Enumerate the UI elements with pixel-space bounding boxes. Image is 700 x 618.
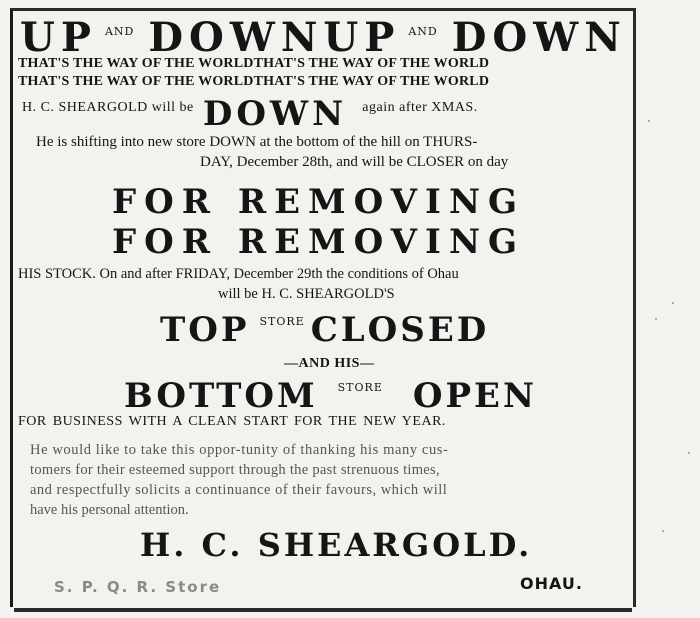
closed-word: CLOSED	[310, 310, 490, 350]
thanks-line-2: tomers for their esteemed support through the past strenuous times,	[30, 462, 440, 478]
paper-speck	[688, 452, 690, 454]
stock-line-2: will be H. C. SHEARGOLD'S	[218, 286, 395, 302]
thanks-line-1: He would like to take this oppor-tunity of thanking his many cus-	[30, 442, 449, 458]
headline-and-1: AND	[104, 25, 135, 38]
paper-speck	[648, 120, 650, 122]
signature: H. C. SHEARGOLD.	[140, 526, 533, 564]
store-sup-1: STORE	[259, 315, 305, 328]
down-word: DOWN	[202, 94, 348, 134]
open-word: OPEN	[412, 376, 538, 416]
headline-down: DOWN	[451, 14, 627, 61]
top-closed-line	[160, 310, 489, 350]
headline-up: UP	[20, 14, 97, 61]
stock-line-1: HIS STOCK. On and after FRIDAY, December 29th the conditions of Ohau	[18, 266, 459, 282]
paper-speck	[672, 302, 674, 304]
shifting-line-1: He is shifting into new store DOWN at the bottom of the hill on THURS-	[36, 134, 478, 150]
paper-speck	[662, 530, 664, 532]
headline-downup: DOWNUP	[148, 14, 401, 61]
removing-heading-1: FOR REMOVING	[112, 182, 526, 222]
headline	[20, 14, 627, 61]
removing-heading-2: FOR REMOVING	[112, 222, 526, 262]
bottom-open-line	[124, 376, 537, 416]
sheargold-down-line	[22, 94, 478, 134]
and-his: —AND HIS—	[284, 356, 375, 371]
store-sup-2: STORE	[337, 381, 383, 394]
top-word: TOP	[160, 310, 250, 350]
footer-location: OHAU.	[520, 574, 583, 593]
way-line-1: THAT'S THE WAY OF THE WORLDTHAT'S THE WAY OF THE WORLD	[18, 56, 490, 71]
bottom-rule	[14, 608, 632, 612]
sheargold-pre: H. C. SHEARGOLD will be	[22, 100, 194, 115]
headline-and-2: AND	[408, 25, 438, 38]
footer-store-name: S. P. Q. R. Store	[54, 578, 222, 596]
thanks-line-4: have his personal attention.	[30, 502, 189, 518]
thanks-line-3: and respectfully solicits a continuance of their favours, which will	[30, 482, 448, 498]
paper-speck	[655, 318, 657, 320]
sheargold-post: again after XMAS.	[362, 100, 478, 115]
shifting-line-2: DAY, December 28th, and will be CLOSER on day	[200, 154, 509, 170]
business-line: FOR BUSINESS WITH A CLEAN START FOR THE NEW YEAR.	[18, 414, 446, 429]
bottom-word: BOTTOM	[124, 376, 318, 416]
way-line-2: THAT'S THE WAY OF THE WORLDTHAT'S THE WAY OF THE WORLD	[18, 74, 490, 89]
